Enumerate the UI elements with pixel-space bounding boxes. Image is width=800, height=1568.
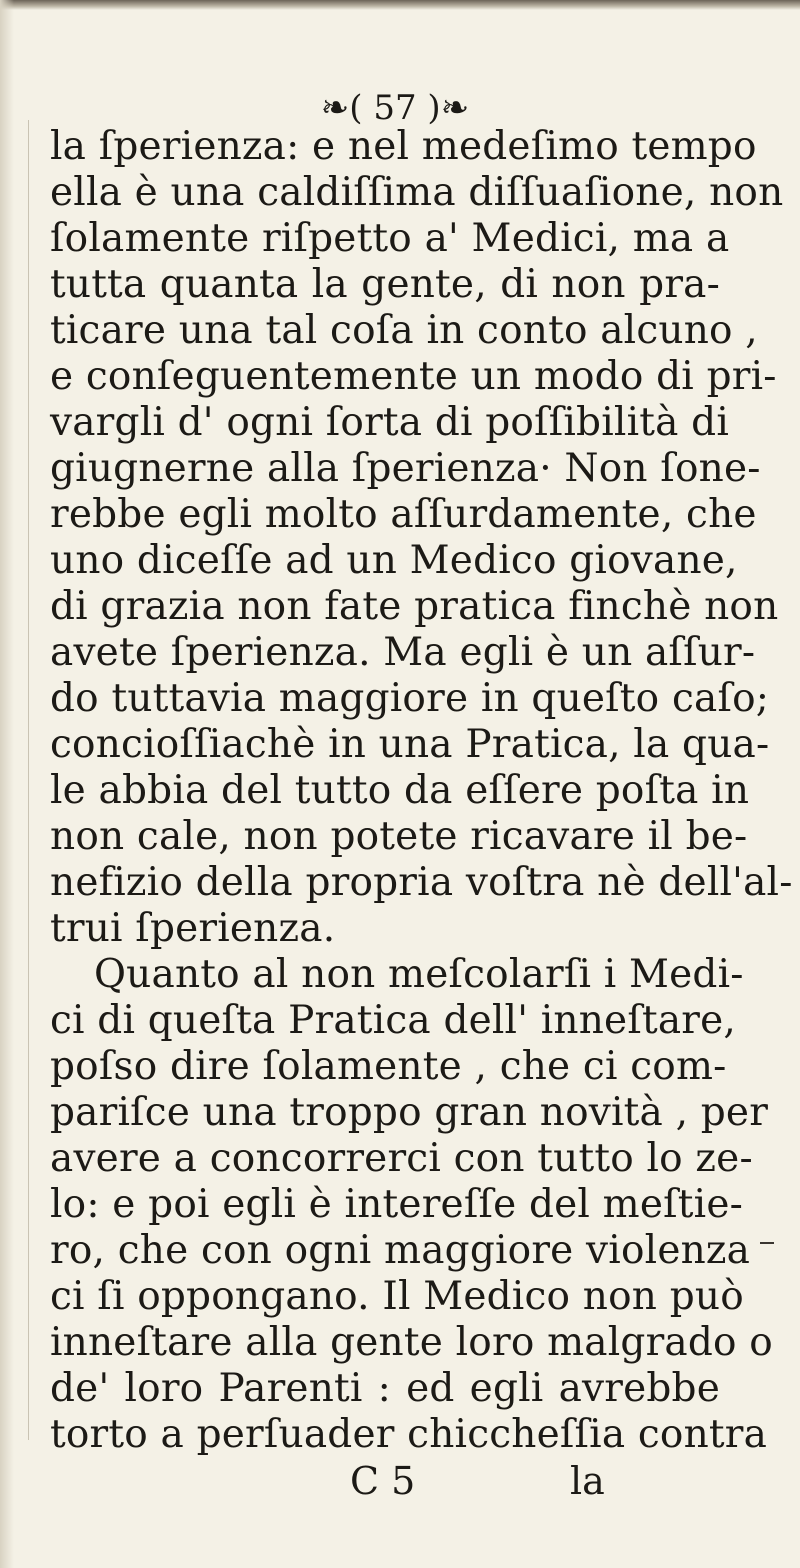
text-line: uno diceſſe ad un Medico giovane, <box>50 538 738 583</box>
text-line: ro, che con ogni maggiore violenza <box>50 1228 751 1273</box>
text-line: tutta quanta la gente, di non pra- <box>50 262 720 307</box>
signature-mark: C 5 <box>350 1459 416 1503</box>
text-line: la ſperienza: e nel medeſimo tempo <box>50 124 757 169</box>
text-line: concioſſiachè in una Pratica, la qua- <box>50 722 770 767</box>
text-line: di grazia non fate pratica finchè non <box>50 584 779 629</box>
text-line: de' loro Parenti : ed egli avrebbe <box>50 1366 720 1411</box>
text-line: do tuttavia maggiore in queſto caſo; <box>50 676 770 721</box>
body-text <box>50 124 793 1458</box>
text-line: ella è una caldiſſima diſſuaſione, non <box>50 170 784 215</box>
text-line: le abbia del tutto da eſſere poſta in <box>50 768 750 813</box>
text-line: avete ſperienza. Ma egli è un aſſur- <box>50 630 756 675</box>
paragraph-end-line: trui ſperienza. <box>50 906 336 951</box>
margin-mark <box>760 1242 774 1244</box>
catchword: la <box>570 1459 605 1503</box>
book-page <box>50 86 793 1504</box>
text-line: inneſtare alla gente loro malgrado o <box>50 1320 773 1365</box>
text-line: e conſeguentemente un modo di pri- <box>50 354 777 399</box>
page-footer <box>50 1458 720 1504</box>
text-line: vargli d' ogni ſorta di poſſibilità di <box>50 400 729 445</box>
page-top-edge <box>0 0 800 10</box>
text-line: ci ſi oppongano. Il Medico non può <box>50 1274 744 1319</box>
text-line: non cale, non potete ricavare il be- <box>50 814 748 859</box>
paragraph-start-line: Quanto al non meſcolarſi i Medi- <box>94 952 744 997</box>
text-line: ſolamente riſpetto a' Medici, ma a <box>50 216 730 261</box>
text-line: rebbe egli molto aſſurdamente, che <box>50 492 757 537</box>
text-line: giugnerne alla ſperienza· Non ſone- <box>50 446 761 491</box>
margin-rule <box>28 120 29 1440</box>
text-line: torto a perſuader chiccheſſia contra <box>50 1412 768 1457</box>
text-line: nefizio della propria voſtra nè dell'al- <box>50 860 793 905</box>
page-left-edge <box>0 0 14 1568</box>
text-line: lo: e poi egli è intereſſe del meſtie- <box>50 1182 743 1227</box>
text-line: poſso dire ſolamente , che ci com- <box>50 1044 727 1089</box>
text-line: ci di queſta Pratica dell' inneſtare, <box>50 998 737 1043</box>
text-line: avere a concorrerci con tutto lo ze- <box>50 1136 753 1181</box>
text-line: ticare una tal coſa in conto alcuno , <box>50 308 758 353</box>
text-line: pariſce una troppo gran novità , per <box>50 1090 769 1135</box>
page-number-header: ❧( 57 )❧ <box>320 88 470 128</box>
